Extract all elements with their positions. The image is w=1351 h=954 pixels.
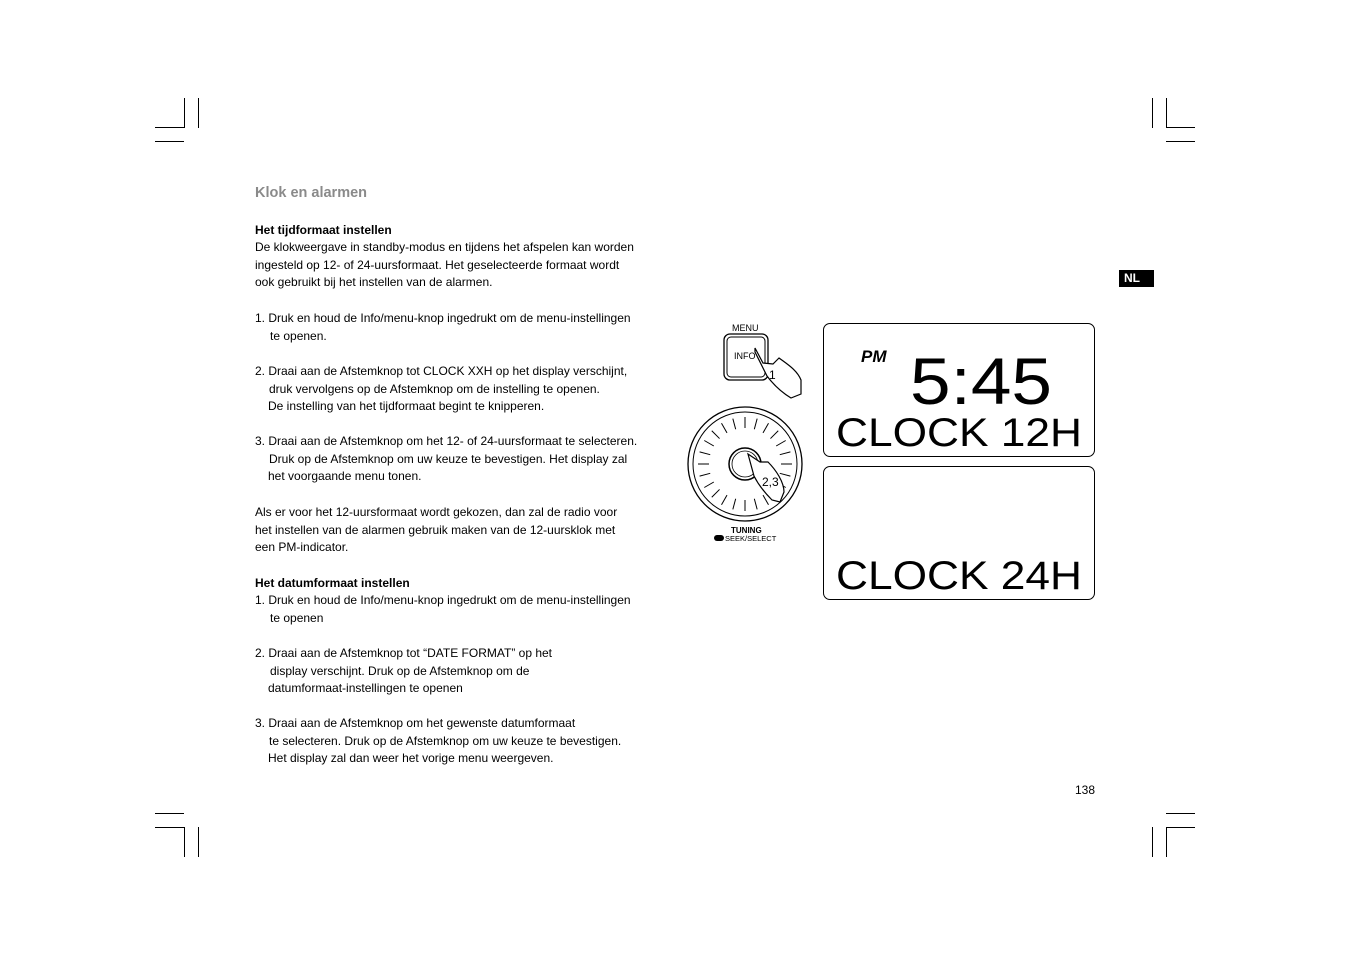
lcd-display-24h — [823, 466, 1095, 600]
menu-label: MENU — [732, 323, 759, 333]
pm-indicator: PM — [861, 347, 887, 366]
push-icon — [714, 535, 724, 541]
text-line: Het display zal dan weer het vorige menu weergeven. — [268, 751, 554, 766]
text-line: 3. Draai aan de Afstemknop om het gewenste datumformaat — [255, 716, 576, 730]
info-menu-button-illustration — [715, 318, 810, 402]
text-line: 3. Draai aan de Afstemknop om het 12- of 24-uursformaat te selecteren. — [255, 434, 638, 448]
seek-select-label: SEEK/SELECT — [725, 534, 777, 543]
date-format-step-1 — [255, 592, 631, 627]
crop-mark — [198, 827, 199, 857]
info-label: INFO — [734, 351, 756, 361]
crop-mark — [155, 141, 184, 142]
step-1-marker: 1 — [769, 368, 776, 382]
text-line: Druk op de Afstemknop om uw keuze te bevestigen. Het display zal — [269, 451, 628, 466]
crop-mark — [1166, 127, 1195, 128]
text-line: het voorgaande menu tonen. — [268, 469, 422, 484]
lcd-display-12h — [823, 323, 1095, 457]
time-format-intro — [255, 239, 634, 292]
text-line: Als er voor het 12-uursformaat wordt gekozen, dan zal de radio voor — [255, 505, 618, 519]
time-format-note — [255, 504, 617, 557]
text-line: ook gebruikt bij het instellen van de alarmen. — [255, 275, 493, 290]
crop-mark — [1166, 141, 1195, 142]
text-line: De klokweergave in standby-modus en tijdens het afspelen kan worden — [255, 240, 634, 254]
display-text-clock-12h: CLOCK 12H — [836, 411, 1082, 455]
text-line: 2. Draai aan de Afstemknop tot “DATE FORMAT” op het — [255, 646, 553, 660]
time-format-step-1 — [255, 310, 631, 345]
time-readout: 5:45 — [910, 344, 1052, 418]
page-number: 138 — [1075, 783, 1096, 797]
text-line: ingesteld op 12- of 24-uursformaat. Het geselecteerde formaat wordt — [255, 257, 620, 272]
text-line: 1. Druk en houd de Info/menu-knop ingedrukt om de menu-instellingen — [255, 311, 631, 325]
crop-mark — [1166, 827, 1195, 828]
text-line: De instelling van het tijdformaat begint te knipperen. — [268, 399, 545, 414]
step-23-marker: 2,3 — [762, 475, 779, 489]
crop-mark — [1166, 813, 1195, 814]
text-line: te openen. — [270, 328, 327, 343]
crop-mark — [1152, 827, 1153, 857]
text-line: te openen — [270, 610, 324, 625]
crop-mark — [155, 127, 184, 128]
time-format-heading: Het tijdformaat instellen — [255, 223, 392, 237]
section-title: Klok en alarmen — [255, 185, 368, 201]
crop-mark — [198, 98, 199, 128]
date-format-step-2 — [255, 645, 552, 698]
date-format-step-3 — [255, 715, 621, 768]
display-text-clock-24h: CLOCK 24H — [836, 554, 1082, 598]
text-line: druk vervolgens op de Afstemknop om de instelling te openen. — [269, 381, 600, 396]
text-line: 1. Druk en houd de Info/menu-knop ingedrukt om de menu-instellingen — [255, 593, 631, 607]
tuning-knob-illustration — [680, 402, 810, 547]
crop-mark — [184, 827, 185, 857]
text-line: datumformaat-instellingen te openen — [268, 681, 463, 696]
text-line: het instellen van de alarmen gebruik maken van de 12-uursklok met — [255, 522, 616, 537]
crop-mark — [155, 813, 184, 814]
time-format-step-2 — [255, 363, 627, 416]
text-line: te selecteren. Druk op de Afstemknop om uw keuze te bevestigen. — [269, 733, 622, 748]
tuning-label: TUNING — [731, 526, 762, 535]
text-line: display verschijnt. Druk op de Afstemknop om de — [270, 663, 530, 678]
date-format-heading: Het datumformaat instellen — [255, 576, 410, 590]
crop-mark — [155, 827, 184, 828]
crop-mark — [1152, 98, 1153, 128]
crop-mark — [1166, 98, 1167, 128]
language-badge: NL — [1119, 270, 1154, 287]
crop-mark — [184, 98, 185, 128]
time-format-step-3 — [255, 433, 637, 486]
text-line: 2. Draai aan de Afstemknop tot CLOCK XXH op het display verschijnt, — [255, 364, 628, 378]
text-line: een PM-indicator. — [255, 540, 349, 555]
crop-mark — [1166, 827, 1167, 857]
